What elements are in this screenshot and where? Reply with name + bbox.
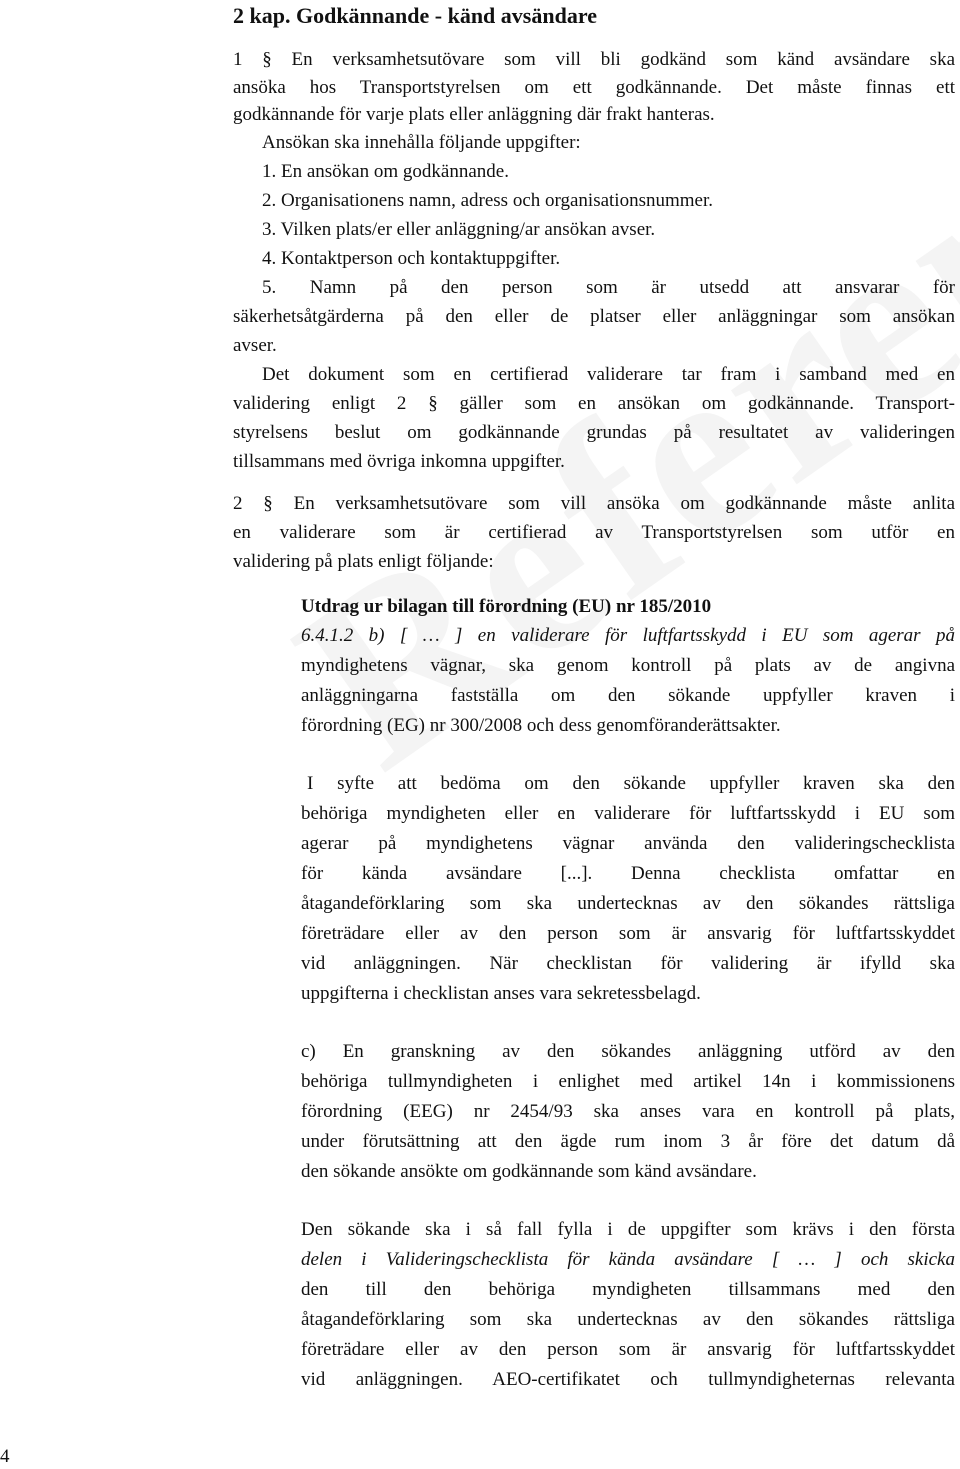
section-1-line: ansöka hos Transportstyrelsen om ett godkännande. Det måste finnas ett bbox=[233, 77, 955, 98]
list-item: 3. Vilken plats/er eller anläggning/ar ansökan avser. bbox=[262, 219, 656, 240]
excerpt-line: anläggningarna fastställa om den sökande uppfyller kraven i bbox=[301, 685, 955, 706]
excerpt-line: förordning (EG) nr 300/2008 och dess genomföranderättsakter. bbox=[301, 715, 781, 736]
excerpt-line: I syfte att bedöma om den sökande uppfyller kraven ska den bbox=[307, 773, 955, 794]
excerpt-line: vid anläggningen. AEO-certifikatet och tullmyndigheternas relevanta bbox=[301, 1369, 955, 1390]
excerpt-line: förordning (EEG) nr 2454/93 ska anses vara en kontroll på plats, bbox=[301, 1101, 955, 1122]
section-1-line: Ansökan ska innehålla följande uppgifter: bbox=[262, 132, 581, 153]
excerpt-line: uppgifterna i checklistan anses vara sekretessbelagd. bbox=[301, 983, 701, 1004]
list-item: 1. En ansökan om godkännande. bbox=[262, 161, 509, 182]
list-item-cont: avser. bbox=[233, 335, 277, 356]
section-2-line: en validerare som är certifierad av Transportstyrelsen som utför en bbox=[233, 522, 955, 543]
excerpt-line: åtagandeförklaring som ska undertecknas av den sökandes rättsliga bbox=[301, 1309, 955, 1330]
list-item-cont: säkerhetsåtgärderna på den eller de platser eller anläggningar som ansökan bbox=[233, 306, 955, 327]
excerpt-line: företrädare eller av den person som är ansvarig för luftfartsskyddet bbox=[301, 1339, 955, 1360]
section-1-line: validering enligt 2 § gäller som en ansökan om godkännande. Transport- bbox=[233, 393, 955, 414]
excerpt-line: behöriga myndigheten eller en validerare för luftfartsskydd i EU som bbox=[301, 803, 955, 824]
excerpt-line: 6.4.1.2 b) [ … ] en validerare för luftfartsskydd i EU som agerar på bbox=[301, 625, 955, 646]
list-item: 4. Kontaktperson och kontaktuppgifter. bbox=[262, 248, 561, 269]
page-number: 4 bbox=[0, 1446, 10, 1467]
excerpt-line: åtagandeförklaring som ska undertecknas av den sökandes rättsliga bbox=[301, 893, 955, 914]
excerpt-line: den sökande ansökte om godkännande som känd avsändare. bbox=[301, 1161, 757, 1182]
excerpt-line: företrädare eller av den person som är ansvarig för luftfartsskyddet bbox=[301, 923, 955, 944]
chapter-heading: 2 kap. Godkännande - känd avsändare bbox=[233, 3, 597, 28]
section-1-line: tillsammans med övriga inkomna uppgifter. bbox=[233, 451, 565, 472]
excerpt-line: den till den behöriga myndigheten tillsammans med den bbox=[301, 1279, 955, 1300]
excerpt-line: behöriga tullmyndigheten i enlighet med artikel 14n i kommissionens bbox=[301, 1071, 955, 1092]
section-1-line: Det dokument som en certifierad validerare tar fram i samband med en bbox=[262, 364, 955, 385]
excerpt-line: agerar på myndighetens vägnar använda den valideringschecklista bbox=[301, 833, 955, 854]
excerpt-line: för kända avsändare [...]. Denna checklista omfattar en bbox=[301, 863, 955, 884]
section-2-line: validering på plats enligt följande: bbox=[233, 551, 494, 572]
excerpt-line: myndighetens vägnar, ska genom kontroll på plats av de angivna bbox=[301, 655, 955, 676]
excerpt-line: c) En granskning av den sökandes anläggning utförd av den bbox=[301, 1041, 955, 1062]
excerpt-title: Utdrag ur bilagan till förordning (EU) nr 185/2010 bbox=[301, 596, 712, 617]
excerpt-line: delen i Valideringschecklista för kända avsändare [ … ] och skicka bbox=[301, 1249, 955, 1270]
section-1-line: godkännande för varje plats eller anläggning där frakt hanteras. bbox=[233, 104, 715, 125]
list-item: 2. Organisationens namn, adress och organisationsnummer. bbox=[262, 190, 713, 211]
excerpt-line: vid anläggningen. När checklistan för validering är ifylld ska bbox=[301, 953, 955, 974]
section-1-line: 1 § En verksamhetsutövare som vill bli godkänd som känd avsändare ska bbox=[233, 49, 955, 70]
section-2-line: 2 § En verksamhetsutövare som vill ansöka om godkännande måste anlita bbox=[233, 493, 955, 514]
excerpt-line: Den sökande ska i så fall fylla i de uppgifter som krävs i den första bbox=[301, 1219, 955, 1240]
excerpt-line: under förutsättning att den ägde rum inom 3 år före det datum då bbox=[301, 1131, 955, 1152]
section-1-line: styrelsens beslut om godkännande grundas på resultatet av valideringen bbox=[233, 422, 955, 443]
list-item: 5. Namn på den person som är utsedd att ansvarar för bbox=[262, 277, 955, 298]
